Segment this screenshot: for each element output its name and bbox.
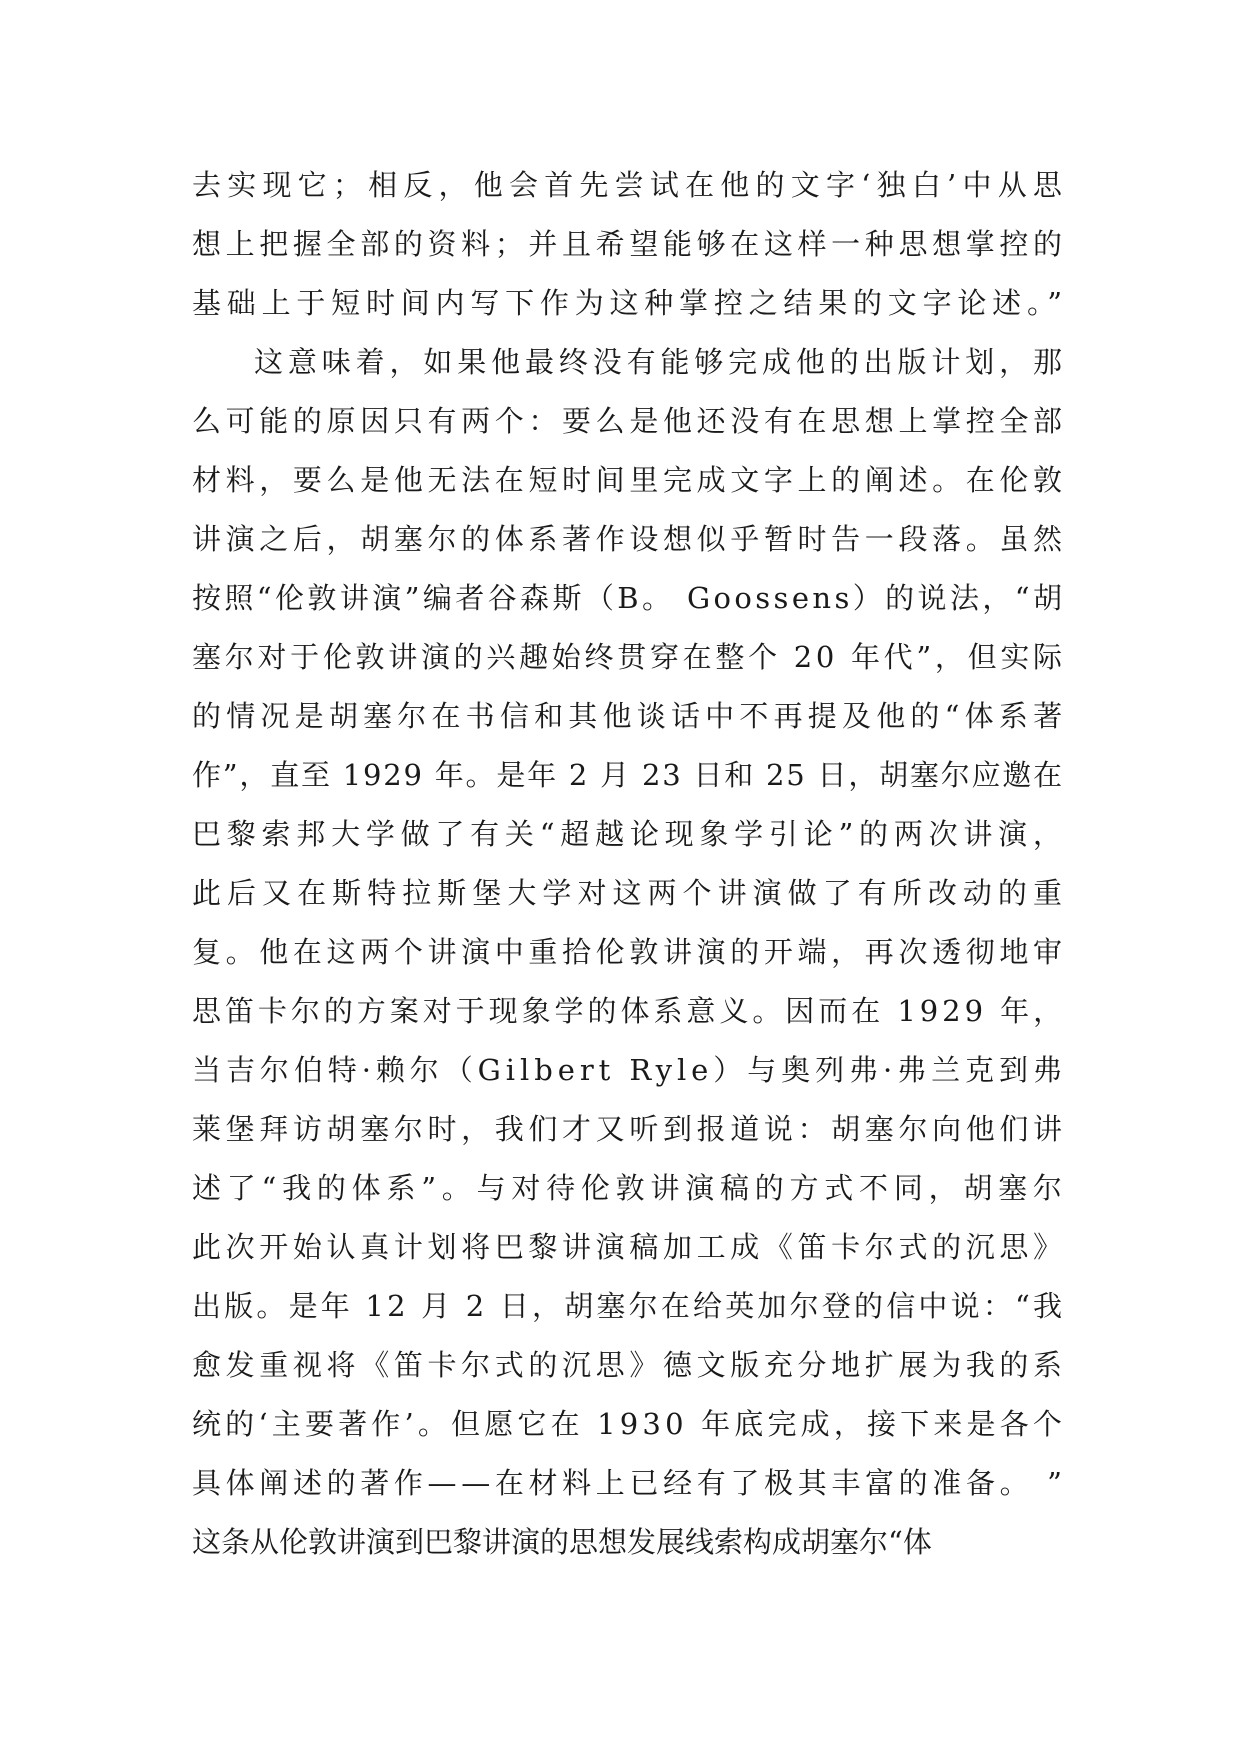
text-line: 这条从伦敦讲演到巴黎讲演的思想发展线索构成胡塞尔“体 [192,1525,932,1559]
text-line: 思笛卡尔的方案对于现象学的体系意义。因而在 1929 年， [192,994,1067,1028]
text-line: 当吉尔伯特·赖尔（Gilbert Ryle）与奥列弗·弗兰克到弗 [192,1053,1067,1087]
text-line: 统的‘主要著作’。但愿它在 1930 年底完成，接下来是各个 [192,1407,1067,1441]
text-line: 此后又在斯特拉斯堡大学对这两个讲演做了有所改动的重 [192,876,1069,910]
text-line: 去实现它；相反，他会首先尝试在他的文字‘独白’中从思 [192,168,1069,202]
text-line: 复。他在这两个讲演中重拾伦敦讲演的开端，再次透彻地审 [192,935,1067,969]
text-line: 塞尔对于伦敦讲演的兴趣始终贯穿在整个 20 年代”，但实际 [192,640,1066,674]
text-line: 讲演之后，胡塞尔的体系著作设想似乎暂时告一段落。虽然 [192,522,1067,556]
text-line: 此次开始认真计划将巴黎讲演稿加工成《笛卡尔式的沉思》 [192,1230,1067,1264]
text-line: 出版。是年 12 月 2 日，胡塞尔在给英加尔登的信中说：“我 [192,1289,1066,1323]
text-line: 材料，要么是他无法在短时间里完成文字上的阐述。在伦敦 [192,463,1067,497]
text-line: 述了“我的体系”。与对待伦敦讲演稿的方式不同，胡塞尔 [192,1171,1068,1205]
text-line: 想上把握全部的资料；并且希望能够在这样一种思想掌控的 [192,227,1067,261]
text-line: 按照“伦敦讲演”编者谷森斯（B。 Goossens）的说法，“胡 [192,581,1066,615]
text-line: 具体阐述的著作——在材料上已经有了极其丰富的准备。 ” [192,1466,1067,1500]
text-line: 的情况是胡塞尔在书信和其他谈话中不再提及他的“体系著 [192,699,1068,733]
text-line: 愈发重视将《笛卡尔式的沉思》德文版充分地扩展为我的系 [192,1348,1067,1382]
text-line: 作”，直至 1929 年。是年 2 月 23 日和 25 日，胡塞尔应邀在 [192,758,1064,792]
text-line: 么可能的原因只有两个：要么是他还没有在思想上掌控全部 [192,404,1067,438]
text-line: 莱堡拜访胡塞尔时，我们才又听到报道说：胡塞尔向他们讲 [192,1112,1067,1146]
paragraph-first-line: 这意味着，如果他最终没有能够完成他的出版计划，那 [254,345,1067,379]
text-line: 基础上于短时间内写下作为这种掌控之结果的文字论述。” [192,286,1068,320]
body-text [192,156,1069,1572]
text-line: 巴黎索邦大学做了有关“超越论现象学引论”的两次讲演， [192,817,1068,851]
